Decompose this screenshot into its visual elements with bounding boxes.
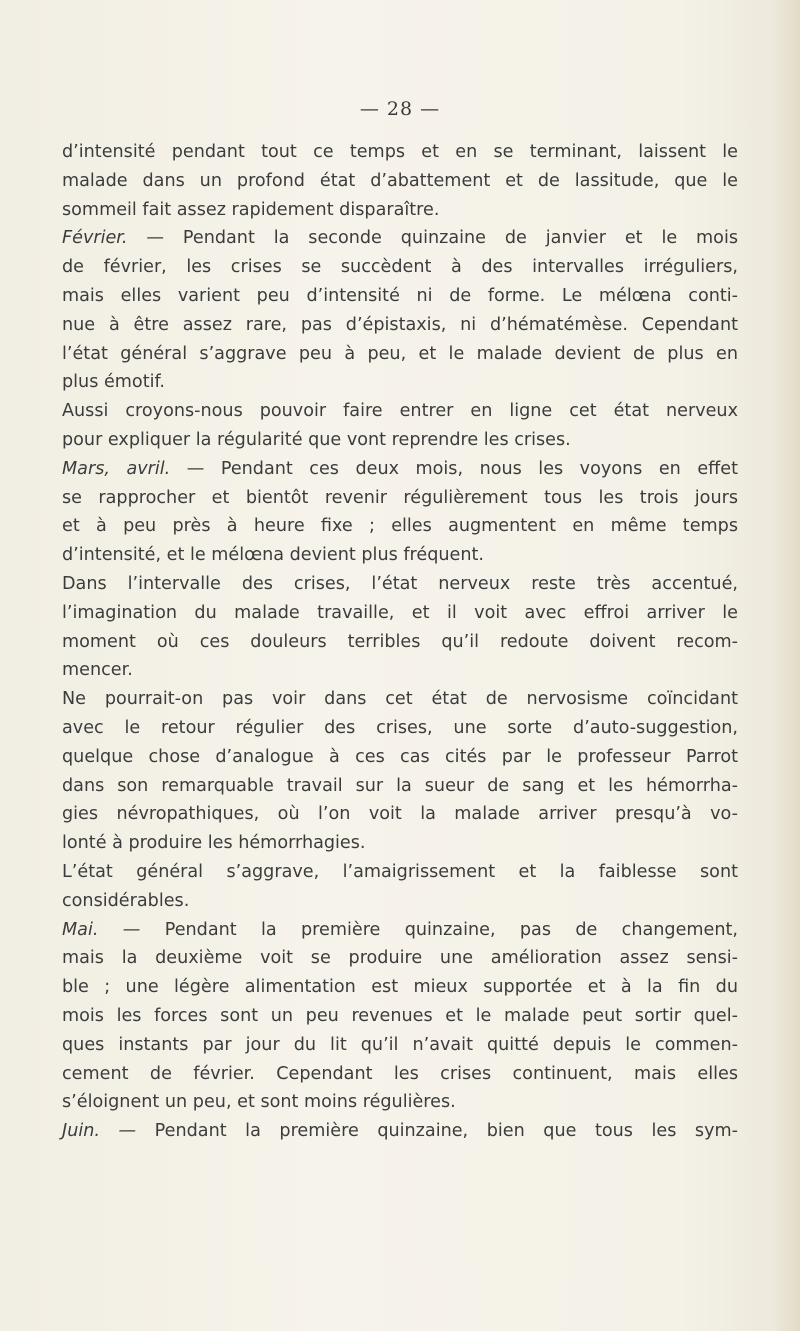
section-heading-june: Juin. <box>62 1121 100 1142</box>
text-line: ble ; une légère alimentation est mieux supportée et à la fin du <box>62 977 738 998</box>
text-line: ques instants par jour du lit qu’il n’avait quitté depuis le commen- <box>62 1034 738 1055</box>
text-line: et à peu près à heure fixe ; elles augmentent en même temps <box>62 516 738 537</box>
text-line: lonté à produire les hémorrhagies. <box>62 833 366 854</box>
text-line: de février, les crises se succèdent à des intervalles irréguliers, <box>62 257 738 278</box>
text-line: malade dans un profond état d’abattement et de lassitude, que le <box>62 170 738 191</box>
body-text <box>62 138 738 1146</box>
page-number: — 28 — <box>359 98 441 120</box>
text-line: l’état général s’aggrave peu à peu, et le malade devient de plus en <box>62 343 738 364</box>
text-line: sommeil fait assez rapidement disparaître. <box>62 199 440 220</box>
text-line: mais elles varient peu d’intensité ni de forme. Le mélœna conti- <box>62 285 738 306</box>
text-line: Aussi croyons-nous pouvoir faire entrer en ligne cet état nerveux <box>62 401 738 422</box>
text-line: Dans l’intervalle des crises, l’état nerveux reste très accentué, <box>62 573 738 594</box>
text-line: pour expliquer la régularité que vont reprendre les crises. <box>62 429 571 450</box>
text-line: plus émotif. <box>62 372 165 393</box>
text-line: gies névropathiques, où l’on voit la malade arriver presqu’à vo- <box>62 804 738 825</box>
text-line: moment où ces douleurs terribles qu’il redoute doivent recom- <box>62 631 738 652</box>
text-line: quelque chose d’analogue à ces cas cités par le professeur Parrot <box>62 746 738 767</box>
section-heading-may: Mai. <box>62 919 99 940</box>
text-line: cement de février. Cependant les crises continuent, mais elles <box>62 1063 738 1084</box>
text-line: nue à être assez rare, pas d’épistaxis, ni d’hématémèse. Cependant <box>62 314 738 335</box>
text-line-remainder: — Pendant ces deux mois, nous les voyons en effet <box>170 458 738 479</box>
text-line: mencer. <box>62 660 133 681</box>
text-line: d’intensité, et le mélœna devient plus fréquent. <box>62 545 485 566</box>
section-may-line <box>62 916 738 945</box>
text-line: avec le retour régulier des crises, une sorte d’auto-suggestion, <box>62 717 738 738</box>
text-line: dans son remarquable travail sur la sueur de sang et les hémorrha- <box>62 775 738 796</box>
text-line-remainder: — Pendant la seconde quinzaine de janvier et le mois <box>127 228 738 249</box>
text-line: d’intensité pendant tout ce temps et en se terminant, laissent le <box>62 142 738 162</box>
text-line-remainder: — Pendant la première quinzaine, bien que tous les sym- <box>99 1121 738 1142</box>
text-line-remainder: — Pendant la première quinzaine, pas de changement, <box>98 919 738 940</box>
text-line: s’éloignent un peu, et sont moins régulières. <box>62 1092 456 1113</box>
text-line: mois les forces sont un peu revenues et le malade peut sortir quel- <box>62 1005 738 1026</box>
text-line: se rapprocher et bientôt revenir régulièrement tous les trois jours <box>62 487 738 508</box>
text-line: mais la deuxième voit se produire une amélioration assez sensi- <box>62 948 738 969</box>
text-line: considérables. <box>62 890 190 911</box>
section-heading-february: Février. <box>62 228 128 249</box>
section-february-line <box>62 224 738 253</box>
text-line: l’imagination du malade travaille, et il voit avec effroi arriver le <box>62 602 738 623</box>
section-june-line <box>62 1117 738 1146</box>
section-heading-march-april: Mars, avril. <box>62 458 171 479</box>
page-edge-shadow <box>772 0 800 1331</box>
section-march-line <box>62 455 738 484</box>
text-line: Ne pourrait-on pas voir dans cet état de nervosisme coïncidant <box>62 689 738 710</box>
text-line: L’état général s’aggrave, l’amaigrissement et la faiblesse sont <box>62 861 738 882</box>
